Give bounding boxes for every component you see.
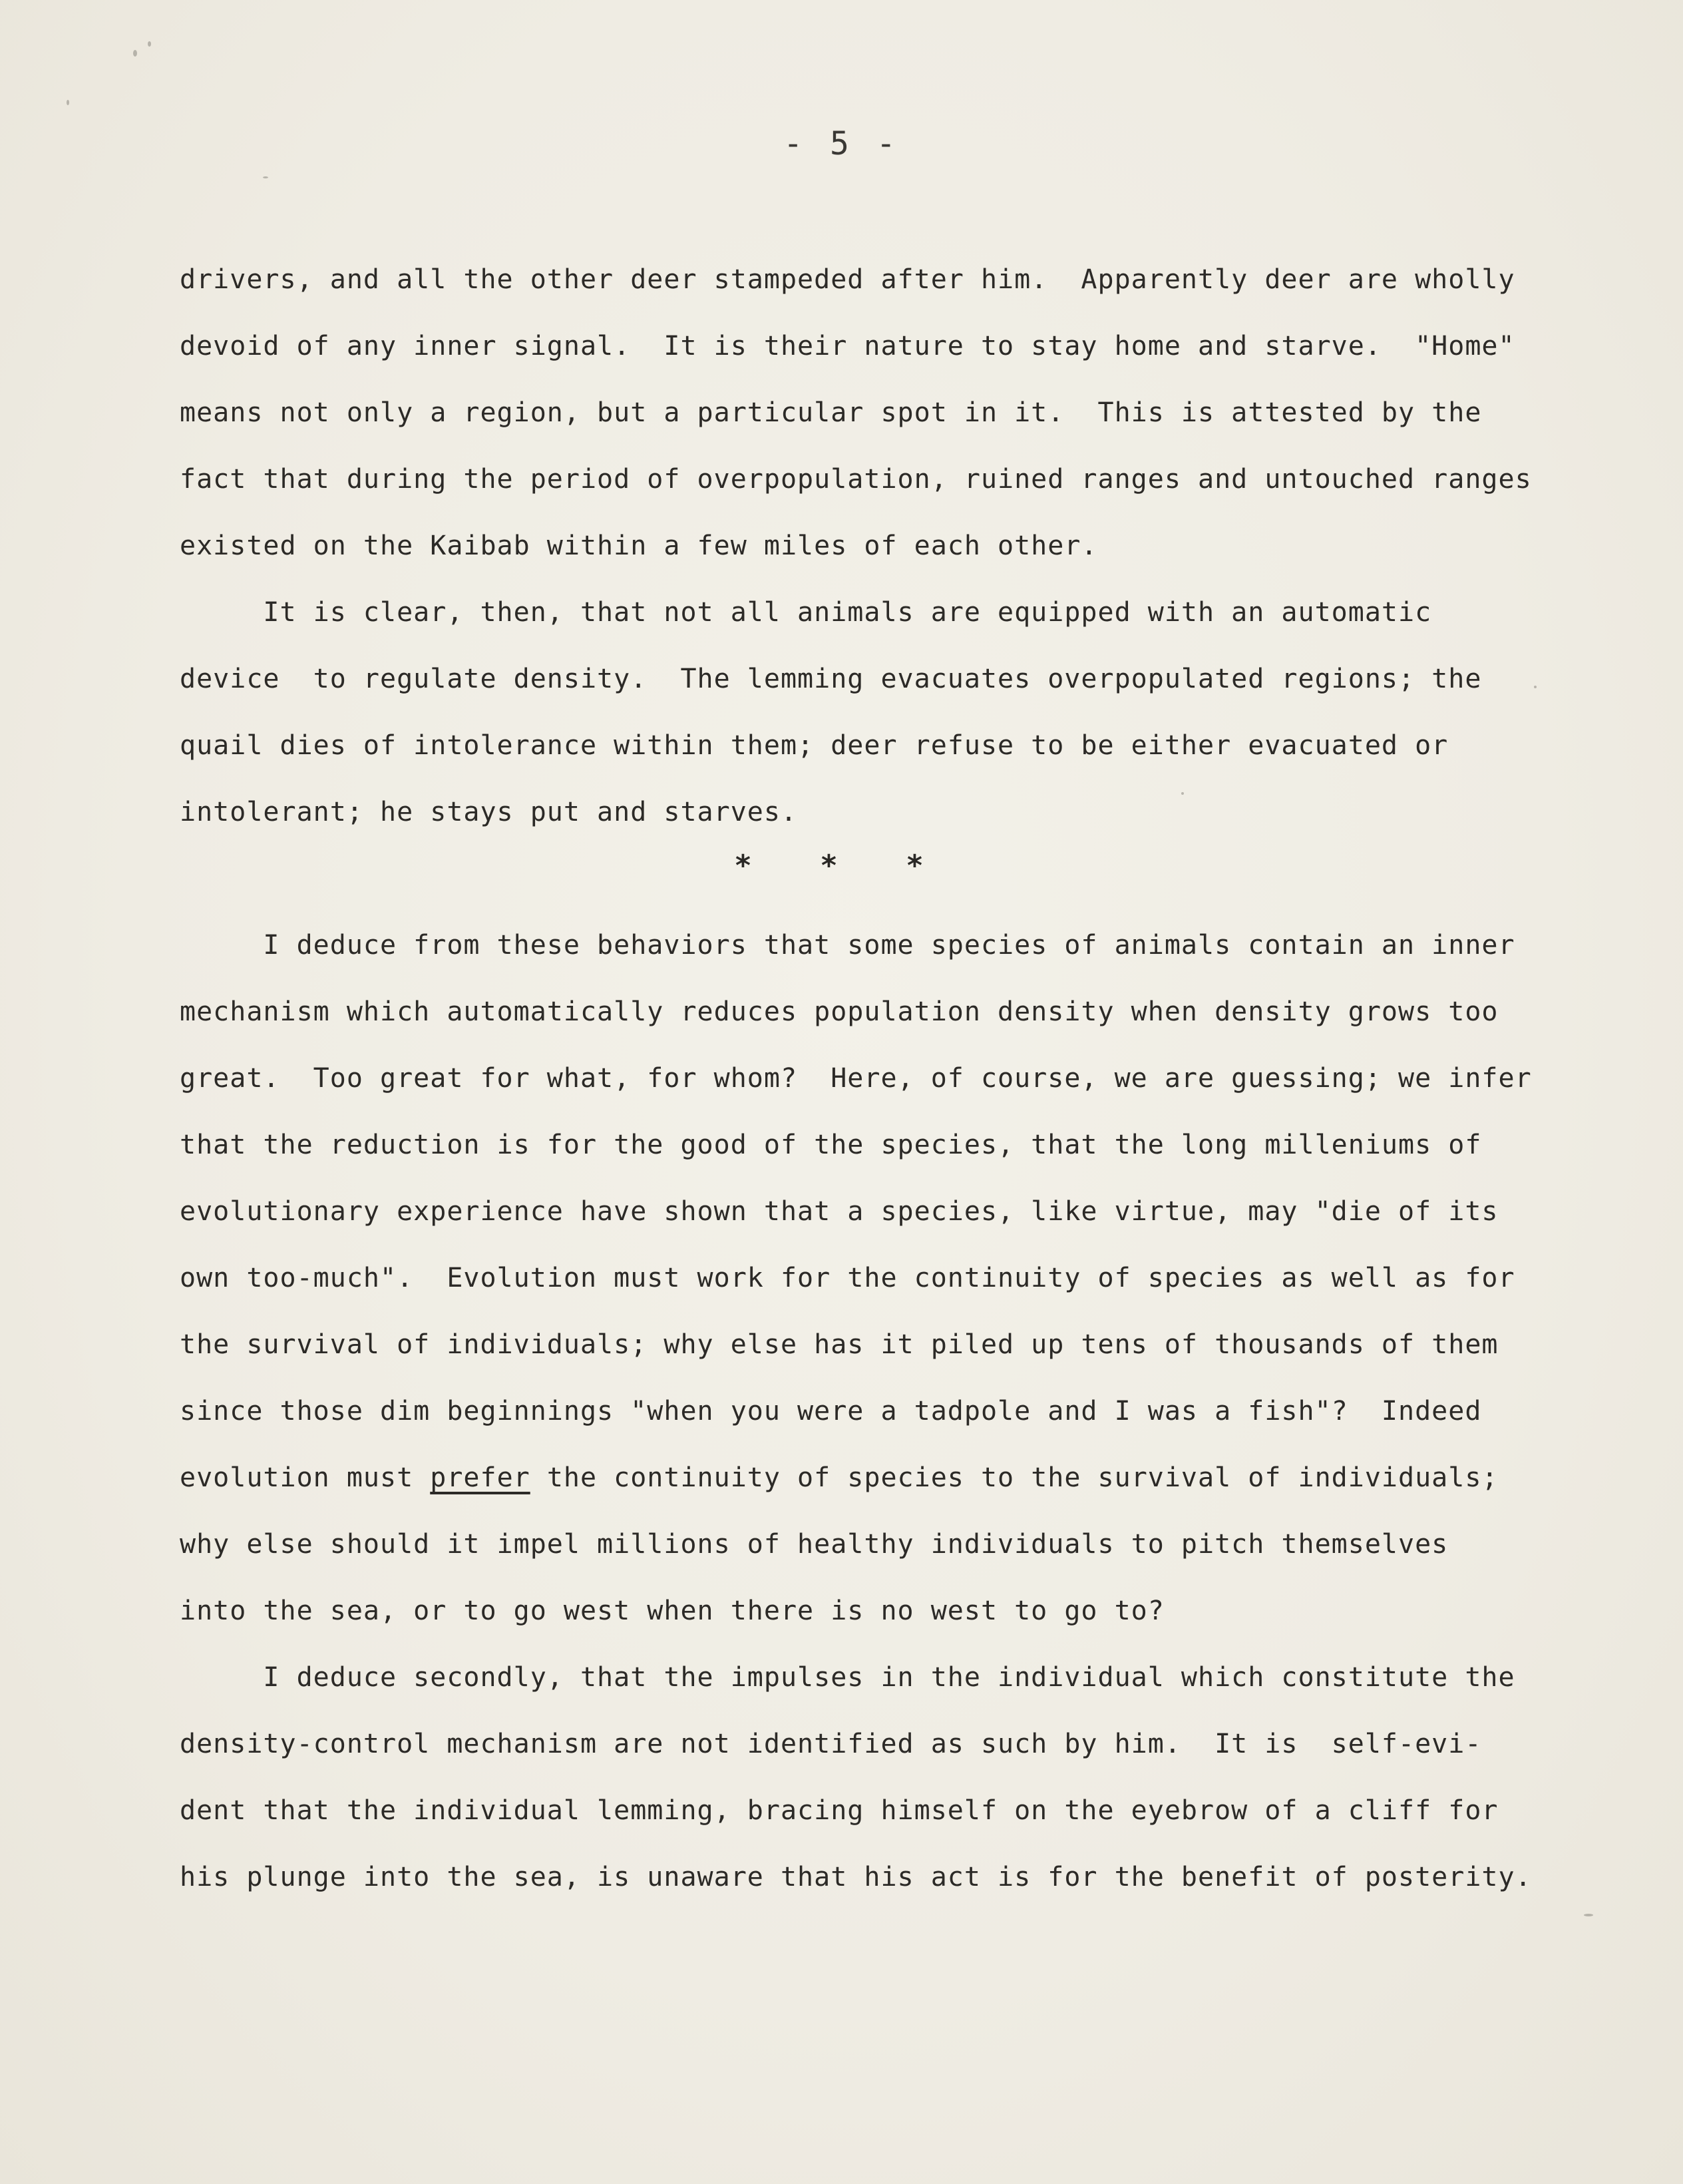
paper-speck — [133, 50, 137, 57]
text-line: that the reduction is for the good of the species, that the long milleniums of — [180, 1130, 1482, 1160]
page-number: - 5 - — [783, 125, 900, 162]
paragraph-deer-home — [180, 246, 1537, 579]
paragraph-density-device — [180, 579, 1537, 845]
text-line: since those dim beginnings "when you were a tadpole and I was a fish"? Indeed — [180, 1396, 1482, 1426]
text-line: own too-much". Evolution must work for the continuity of species as well as for — [180, 1263, 1515, 1293]
paragraph-inner-mechanism — [180, 912, 1537, 1644]
text-line: great. Too great for what, for whom? Here, of course, we are guessing; we infer — [180, 1063, 1532, 1094]
text-line: drivers, and all the other deer stampeded after him. Apparently deer are wholly — [180, 264, 1515, 295]
paper-speck — [67, 100, 69, 105]
text-line: device to regulate density. The lemming evacuates overpopulated regions; the — [180, 664, 1482, 694]
paper-speck — [263, 176, 268, 178]
text-line: existed on the Kaibab within a few miles of each other. — [180, 531, 1098, 561]
text-line: devoid of any inner signal. It is their nature to stay home and starve. "Home" — [180, 331, 1515, 361]
text-line: means not only a region, but a particular spot in it. This is attested by the — [180, 397, 1482, 428]
text-line: the survival of individuals; why else has it piled up tens of thousands of them — [180, 1329, 1499, 1360]
text-line: It is clear, then, that not all animals are equipped with an automatic — [180, 597, 1432, 628]
text-line: density-control mechanism are not identified as such by him. It is self-evi- — [180, 1729, 1482, 1759]
paper-speck — [148, 41, 151, 47]
text-line: quail dies of intolerance within them; deer refuse to be either evacuated or — [180, 730, 1449, 761]
text-line: mechanism which automatically reduces population density when density grows too — [180, 996, 1499, 1027]
section-separator: * * * — [734, 849, 949, 883]
text-line: why else should it impel millions of healthy individuals to pitch themselves — [180, 1529, 1449, 1560]
text-line: I deduce from these behaviors that some species of animals contain an inner — [180, 930, 1515, 961]
text-line: I deduce secondly, that the impulses in the individual which constitute the — [180, 1662, 1515, 1693]
text-line — [180, 1444, 1537, 1511]
paragraph-impulses — [180, 1644, 1537, 1910]
text-line: evolutionary experience have shown that a species, like virtue, may "die of its — [180, 1196, 1499, 1227]
paper-speck — [1584, 1914, 1593, 1916]
text-line: into the sea, or to go west when there is no west to go to? — [180, 1596, 1165, 1626]
text-fragment: the continuity of species to the survival of individuals; — [530, 1462, 1499, 1493]
paper-speck — [1534, 686, 1537, 688]
text-fragment: evolution must — [180, 1462, 431, 1493]
text-line: his plunge into the sea, is unaware that his act is for the benefit of posterity. — [180, 1862, 1532, 1892]
paper-speck — [1181, 792, 1184, 795]
underlined-word: prefer — [430, 1462, 530, 1493]
text-line: fact that during the period of overpopulation, ruined ranges and untouched ranges — [180, 464, 1532, 495]
text-line: intolerant; he stays put and starves. — [180, 797, 798, 827]
text-line: dent that the individual lemming, bracing himself on the eyebrow of a cliff for — [180, 1795, 1499, 1826]
